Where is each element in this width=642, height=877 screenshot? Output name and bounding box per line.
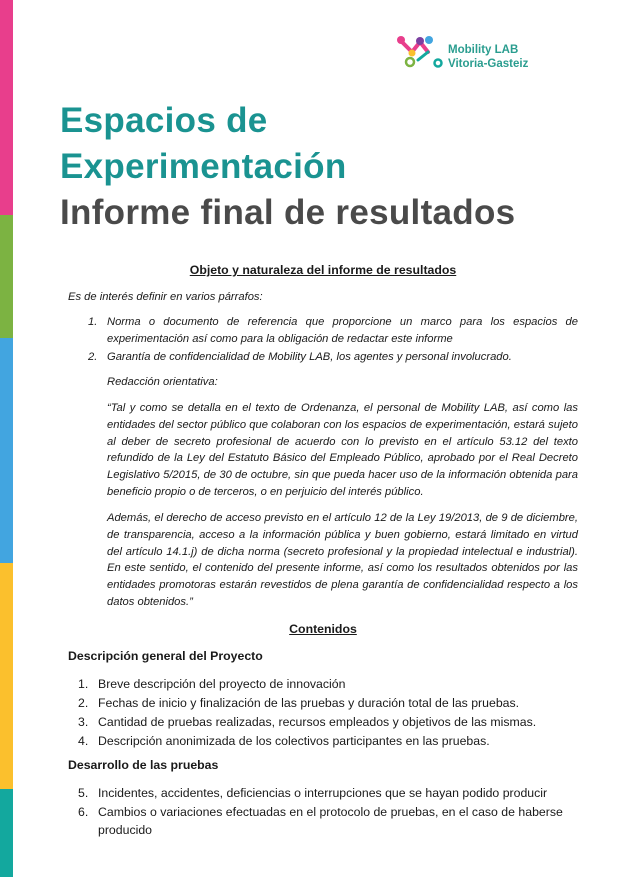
objeto-item-2-num: 2. (88, 351, 98, 363)
quote-paragraph-1: “Tal y como se detalla en el texto de Ordenanza, el personal de Mobility LAB, así como las entidades del sector público que colaboran con los espacios de experimentación, estará sujeto al deber de secreto profesional de acuerdo con lo previsto en el artículo 53.12 del texto refundido de la Ley del Estatuto Básico del Empleado Público, aprobado por el Real Decreto Legislativo 5/2015, de 30 de octubre, sin que pueda hacer uso de la información obtenida para beneficio propio o de terceros, o en perjuicio del interés público. (107, 402, 578, 498)
contenidos-heading: Contenidos (289, 622, 357, 636)
redaccion-label: Redacción orientativa: (107, 376, 218, 388)
stripe-yellow (0, 563, 13, 789)
list-item-text: Descripción anonimizada de los colectivos participantes en las pruebas. (98, 734, 490, 748)
objeto-intro: Es de interés definir en varios párrafos: (68, 291, 263, 303)
list-item-text: Incidentes, accidentes, deficiencias o interrupciones que se hayan podido producir (98, 786, 548, 800)
logo-line-2: Vitoria-Gasteiz (448, 58, 529, 70)
list-item-number: 1. (78, 677, 89, 691)
list-item-text: Fechas de inicio y finalización de las pruebas y duración total de las pruebas. (98, 696, 520, 710)
section-title-desarrollo: Desarrollo de las pruebas (68, 758, 219, 772)
list-item-number: 3. (78, 715, 89, 729)
title-line-3: Informe final de resultados (60, 193, 516, 232)
objeto-item-2: Garantía de confidencialidad de Mobility LAB, los agentes y personal involucrado. (107, 351, 512, 363)
list-item-number: 5. (78, 786, 89, 800)
list-item-number: 6. (78, 805, 89, 819)
stripe-blue (0, 338, 13, 563)
list-item-text: Cambios o variaciones efectuadas en el protocolo de pruebas, en el caso de haberse producido (98, 805, 563, 837)
list-item-text: Breve descripción del proyecto de innovación (98, 677, 346, 691)
stripe-teal (0, 789, 13, 877)
stripe-green (0, 215, 13, 338)
objeto-heading: Objeto y naturaleza del informe de resultados (189, 263, 457, 277)
list-item-text: Cantidad de pruebas realizadas, recursos empleados y objetivos de las mismas. (98, 715, 537, 729)
list-item-number: 2. (78, 696, 89, 710)
objeto-item-1: Norma o documento de referencia que proporcione un marco para los espacios de experimentación así como para la obligación de redactar este informe (107, 316, 578, 345)
title-line-1: Espacios de (60, 101, 268, 140)
document-title (60, 98, 515, 236)
section-title-descripcion: Descripción general del Proyecto (68, 649, 263, 663)
quote-paragraph-2: Además, el derecho de acceso previsto en el artículo 12 de la Ley 19/2013, de 9 de diciembre, de transparencia, acceso a la información pública y buen gobierno, estará limitado en virtud del artículo 14.1.j) de dicha norma (secreto profesional y la propiedad intelectual e industrial). En este sentido, el contenido del presente informe, así como los resultados obtenidos por las entidades promotoras estarán revestidos de plena garantía de confidencialidad respecto a los datos obtenidos.” (107, 512, 578, 608)
stripe-magenta (0, 0, 13, 215)
logo-line-1: Mobility LAB (448, 44, 519, 56)
objeto-item-1-num: 1. (88, 316, 98, 328)
title-line-2: Experimentación (60, 147, 347, 186)
mobility-lab-logo (396, 32, 536, 72)
list-item-number: 4. (78, 734, 89, 748)
logo-mark-icon (396, 32, 444, 72)
